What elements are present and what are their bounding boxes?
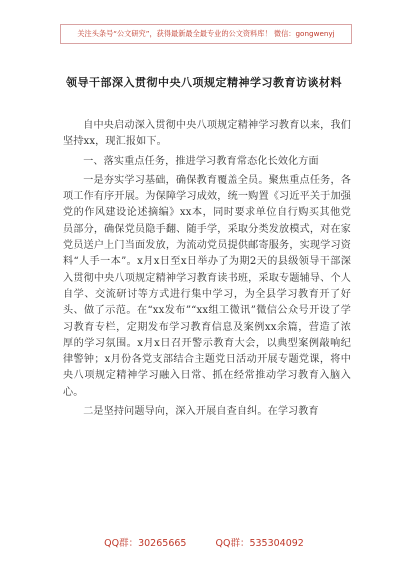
document-body xyxy=(63,118,351,420)
paragraph-point-two: 二是坚持问题导向，深入开展自查自纠。在学习教育 xyxy=(83,406,319,418)
promo-banner-text: 关注头条号“公文研究”，获得最新最全最专业的公文资料库！ 微信：gongwenyj xyxy=(77,29,335,38)
section-heading: 一、落实重点任务，推进学习教育常态化长效化方面 xyxy=(83,155,319,167)
footer-contacts xyxy=(0,535,408,549)
footer-qq-group-2: QQ群：535304092 xyxy=(215,538,304,549)
promo-banner xyxy=(60,24,352,44)
paragraph-intro: 自中央启动深入贯彻中央八项规定精神学习教育以来，我们坚持xx，现汇报如下。 xyxy=(63,120,351,148)
document-title: 领导干部深入贯彻中央八项规定精神学习教育访谈材料 xyxy=(66,76,342,89)
footer-qq-group-1: QQ群：30265665 xyxy=(104,538,187,549)
paragraph-point-one: 一是夯实学习基础，确保教育覆盖全员。聚焦重点任务，各项工作有序开展。为保障学习成效，统一购置《习近平关于加强党的作风建设论述摘编》xx本，同时要求单位自行购买其他党员部分，确保党员隐手翻、随手学，采取分类发放模式，对在家党员送户上门当面发放，为流动党员提供邮寄服务，实现学习资料“人手一本”。x月x日至x日举办了为期2天的县级领导干部深入贯彻中央八项规定精神学习教育读书班，采取专题辅导、个人自学、交流研讨等方式进行集中学习，为全县学习教育开了好头、做了示范。在“xx发布”“xx组工微讯”微信公众号开设了学习教育专栏，定期发布学习教育信息及案例xx余篇，营造了浓厚的学习氛围。x月x日召开警示教育大会，以典型案例敲响纪律警钟；x月份各党支部结合主题党日活动开展专题党课，将中央八项规定精神学习融入日常、抓在经常推动学习教育入脑入心。 xyxy=(63,174,351,398)
